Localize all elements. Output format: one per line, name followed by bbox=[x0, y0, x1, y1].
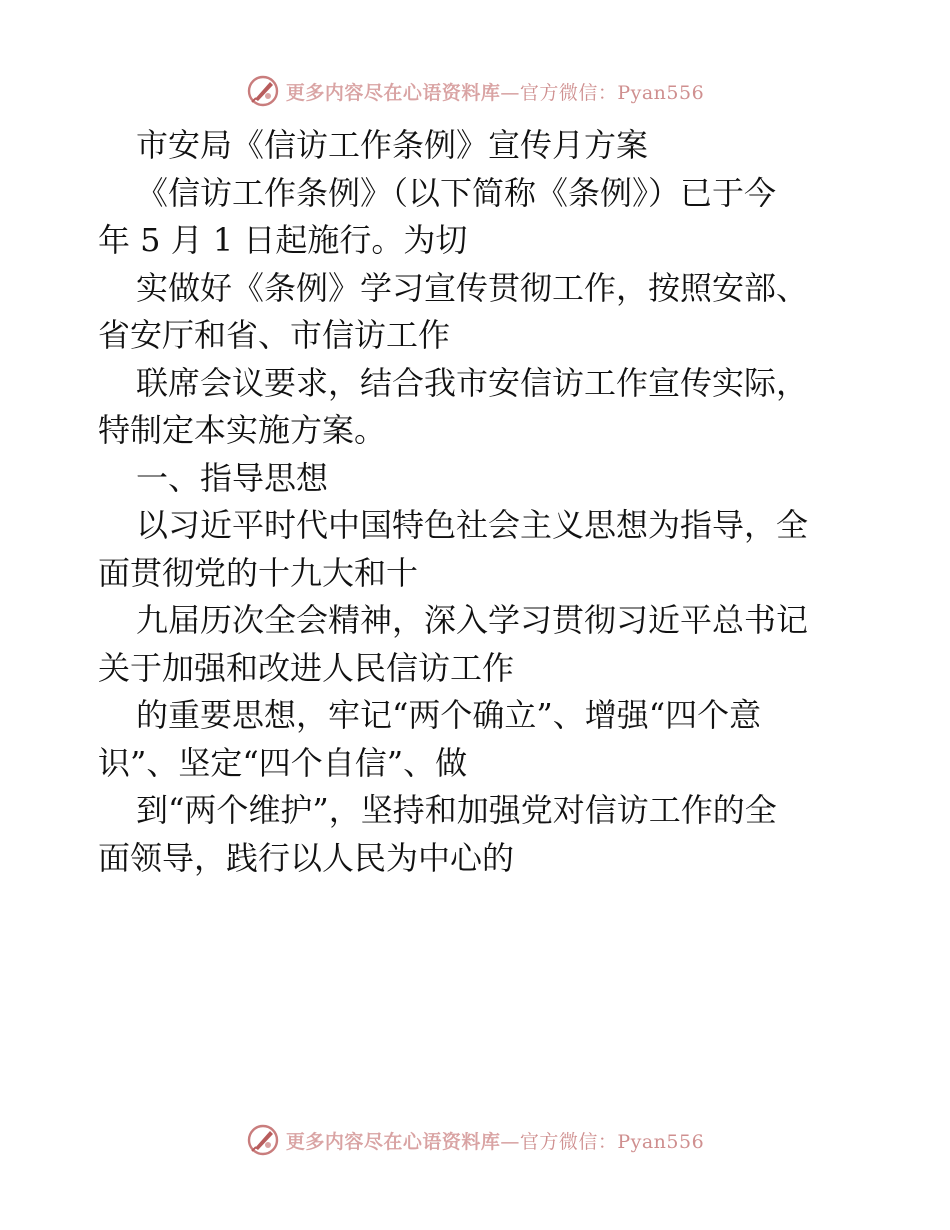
document-body bbox=[98, 122, 858, 882]
paragraph: 以习近平时代中国特色社会主义思想为指导，全 面贯彻党的十九大和十 bbox=[98, 506, 809, 592]
footer-watermark bbox=[0, 1120, 950, 1160]
paragraph: 实做好《条例》学习宣传贯彻工作，按照安部、 省安厅和省、市信访工作 bbox=[98, 268, 809, 354]
paragraph: 九届历次全会精神，深入学习贯彻习近平总书记 关于加强和改进人民信访工作 bbox=[98, 601, 809, 687]
watermark-text: 更多内容尽在心语资料库—官方微信：Pyan556 bbox=[285, 1130, 705, 1153]
paragraph: 《信访工作条例》（以下简称《条例》）已于今 年 5 月 1 日起施行。为切 bbox=[98, 173, 777, 259]
paragraph: 到“两个维护”，坚持和加强党对信访工作的全 面领导，践行以人民为中心的 bbox=[98, 791, 777, 877]
paragraph: 联席会议要求，结合我市安信访工作宣传实际， 特制定本实施方案。 bbox=[98, 363, 809, 449]
quill-seal-icon bbox=[246, 1123, 280, 1157]
section-heading: 一、指导思想 bbox=[136, 458, 329, 497]
watermark-text: 更多内容尽在心语资料库—官方微信：Pyan556 bbox=[285, 81, 705, 104]
quill-seal-icon bbox=[246, 74, 280, 108]
paragraph: 的重要思想，牢记“两个确立”、增强“四个意 识”、坚定“四个自信”、做 bbox=[98, 696, 762, 782]
document-title: 市安局《信访工作条例》宣传月方案 bbox=[136, 126, 649, 164]
header-watermark bbox=[0, 71, 950, 111]
